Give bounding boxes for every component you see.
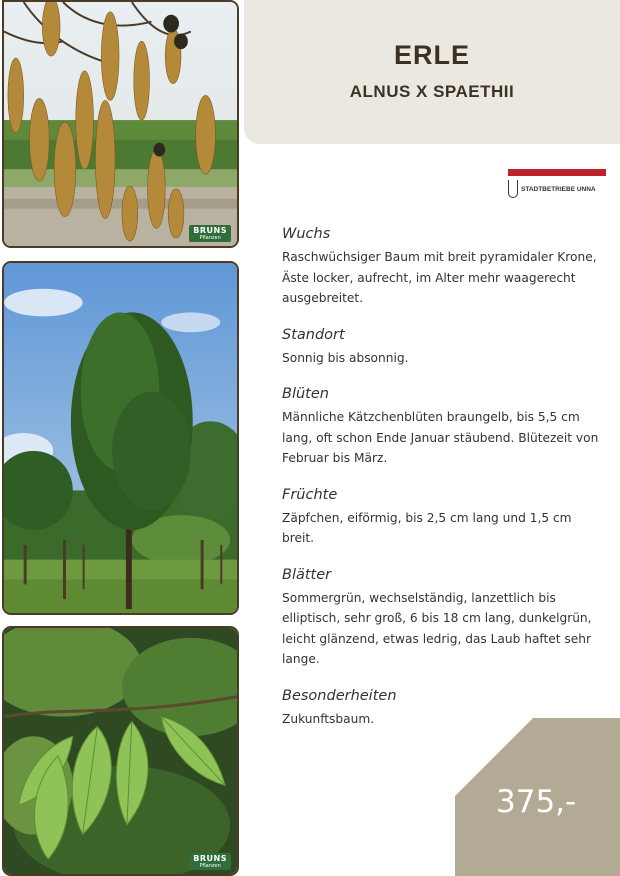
price-label: 375,- xyxy=(496,784,577,820)
section-title: Blüten xyxy=(282,386,329,402)
logo-mark-icon xyxy=(508,180,518,198)
title-header xyxy=(244,0,620,144)
tree-photo xyxy=(2,261,239,615)
section-text: Raschwüchsiger Baum mit breit pyramidaler Krone, Äste locker, aufrecht, im Alter mehr waagerecht ausgebreitet. xyxy=(282,250,597,305)
bruns-badge: BRUNS Pflanzen xyxy=(189,225,231,242)
section-text: Sommergrün, wechselständig, lanzettlich bis elliptisch, sehr groß, 6 bis 18 cm lang, dunkelgrün, leicht glänzend, etwas ledrig, das Laub haftet sehr lange. xyxy=(282,590,592,666)
stadtbetriebe-logo xyxy=(508,169,606,198)
section-title: Wuchs xyxy=(282,226,331,242)
section-title: Besonderheiten xyxy=(282,687,397,704)
section-text: Sonnig bis absonnig. xyxy=(282,350,409,365)
section-wuchs xyxy=(282,224,604,309)
tree-illustration xyxy=(4,263,237,613)
section-fruechte xyxy=(282,485,604,549)
section-blueten xyxy=(282,384,604,469)
section-title: Standort xyxy=(282,326,345,343)
page-subtitle: ALNUS X SPAETHII xyxy=(349,82,515,101)
section-title: Früchte xyxy=(282,486,338,503)
bruns-badge: BRUNS Pflanzen xyxy=(189,853,231,870)
description-content xyxy=(282,224,604,745)
leaves-photo xyxy=(2,626,239,876)
logo-bar xyxy=(508,169,606,176)
section-text: Zäpfchen, eiförmig, bis 2,5 cm lang und 1,5 cm breit. xyxy=(282,510,572,545)
section-title: Blätter xyxy=(282,566,332,583)
catkins-illustration xyxy=(4,2,237,246)
section-standort xyxy=(282,325,604,369)
catkins-photo xyxy=(2,0,239,248)
section-blaetter xyxy=(282,565,604,670)
leaves-illustration xyxy=(4,628,237,874)
section-text: Männliche Kätzchenblüten braungelb, bis 5,5 cm lang, oft schon Ende Januar stäubend. Blütezeit von Februar bis März. xyxy=(282,410,599,465)
logo-text: STADTBETRIEBE UNNA xyxy=(521,185,596,193)
page-title: ERLE xyxy=(393,40,470,70)
section-text: Zukunftsbaum. xyxy=(282,711,375,726)
